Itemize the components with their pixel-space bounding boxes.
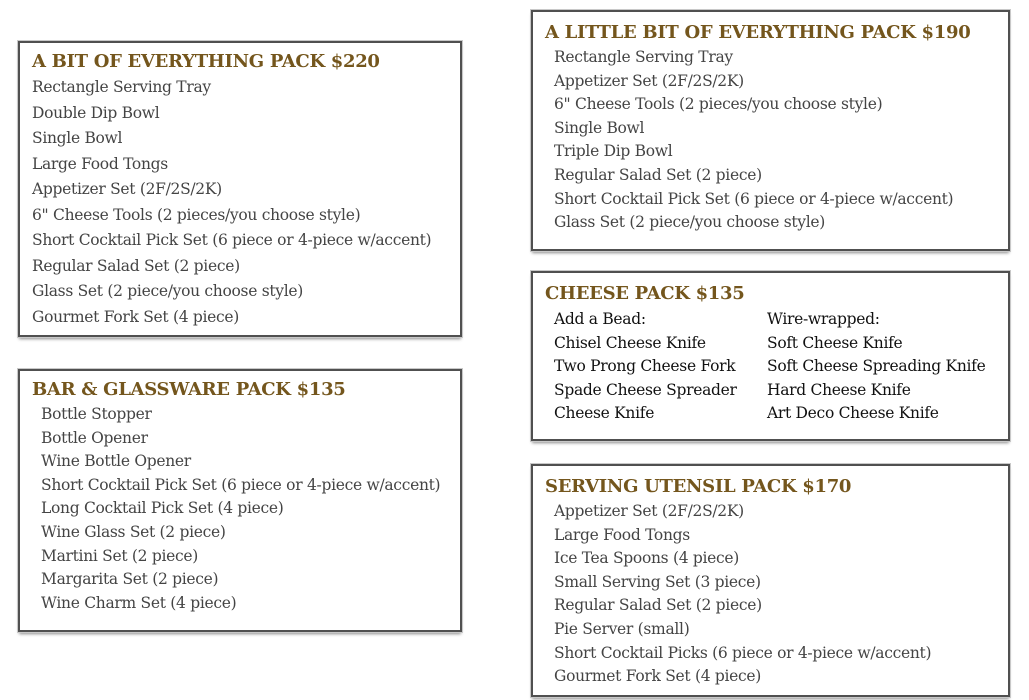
list-item: Short Cocktail Pick Set (6 piece or 4-piece w/accent) [41,475,441,494]
list-item: Bottle Stopper [41,405,152,423]
list-item: Glass Set (2 piece/you choose style) [32,282,304,300]
list-item: Rectangle Serving Tray [32,78,211,96]
list-item: Two Prong Cheese Fork [554,357,736,376]
list-item: 6" Cheese Tools (2 pieces/you choose style) [554,95,883,114]
list-item: Soft Cheese Spreading Knife [767,357,986,376]
list-item: Short Cocktail Pick Set (6 piece or 4-piece w/accent) [32,231,432,249]
pack-title: A BIT OF EVERYTHING PACK $220 [32,51,380,72]
list-item: Chisel Cheese Knife [554,333,706,352]
list-item: Regular Salad Set (2 piece) [554,165,762,184]
list-item: Rectangle Serving Tray [554,48,733,66]
list-item: Ice Tea Spoons (4 piece) [554,549,740,568]
list-item: Triple Dip Bowl [554,142,673,161]
pack-bit-of-everything [18,41,462,337]
list-item: Soft Cheese Knife [767,333,903,352]
list-item: Wine Charm Set (4 piece) [41,593,237,612]
list-item: Add a Bead: [554,310,646,328]
list-item: Short Cocktail Picks (6 piece or 4-piece w/accent) [554,643,932,662]
pack-title: BAR & GLASSWARE PACK $135 [32,379,346,400]
list-item: Small Serving Set (3 piece) [554,572,761,591]
pack-title: CHEESE PACK $135 [545,283,745,304]
pack-little-bit-of-everything [531,10,1010,251]
list-item: Short Cocktail Pick Set (6 piece or 4-piece w/accent) [554,189,954,208]
list-item: Wine Bottle Opener [41,452,191,471]
list-item: Wire-wrapped: [767,310,880,328]
cheese-columns [545,308,996,426]
list-item: Pie Server (small) [554,619,690,638]
pack-title: SERVING UTENSIL PACK $170 [545,476,852,497]
list-item: Margarita Set (2 piece) [41,570,219,589]
pack-item-list [545,500,996,689]
list-item: Cheese Knife [554,404,655,423]
pack-bar-glassware [18,369,462,632]
list-item: Regular Salad Set (2 piece) [32,256,240,275]
list-item: Gourmet Fork Set (4 piece) [554,667,762,686]
list-item: Bottle Opener [41,428,148,447]
pack-item-list [32,75,448,330]
list-item: Gourmet Fork Set (4 piece) [32,307,240,326]
list-item: Large Food Tongs [32,154,168,173]
list-item: Appetizer Set (2F/2S/2K) [32,180,222,198]
list-item: Long Cocktail Pick Set (4 piece) [41,499,284,518]
list-item: Large Food Tongs [554,525,690,544]
list-item: Single Bowl [32,129,123,147]
list-item: Glass Set (2 piece/you choose style) [554,213,826,232]
list-item: Hard Cheese Knife [767,380,911,399]
list-item: Martini Set (2 piece) [41,546,199,565]
pack-cheese [531,271,1010,441]
list-item: 6" Cheese Tools (2 pieces/you choose style) [32,205,361,224]
list-item: Single Bowl [554,118,645,137]
list-item: Spade Cheese Spreader [554,380,737,399]
pack-item-list [545,46,996,235]
list-item: Double Dip Bowl [32,103,160,122]
cheese-list-add-a-bead [554,308,767,426]
cheese-list-wire-wrapped [767,308,986,426]
pack-item-list [32,403,448,615]
list-item: Regular Salad Set (2 piece) [554,596,762,615]
list-item: Art Deco Cheese Knife [767,404,939,423]
list-item: Appetizer Set (2F/2S/2K) [554,502,744,520]
list-item: Appetizer Set (2F/2S/2K) [554,71,744,90]
pack-serving-utensil [531,464,1010,697]
list-item: Wine Glass Set (2 piece) [41,522,226,541]
pack-title: A LITTLE BIT OF EVERYTHING PACK $190 [545,22,971,43]
